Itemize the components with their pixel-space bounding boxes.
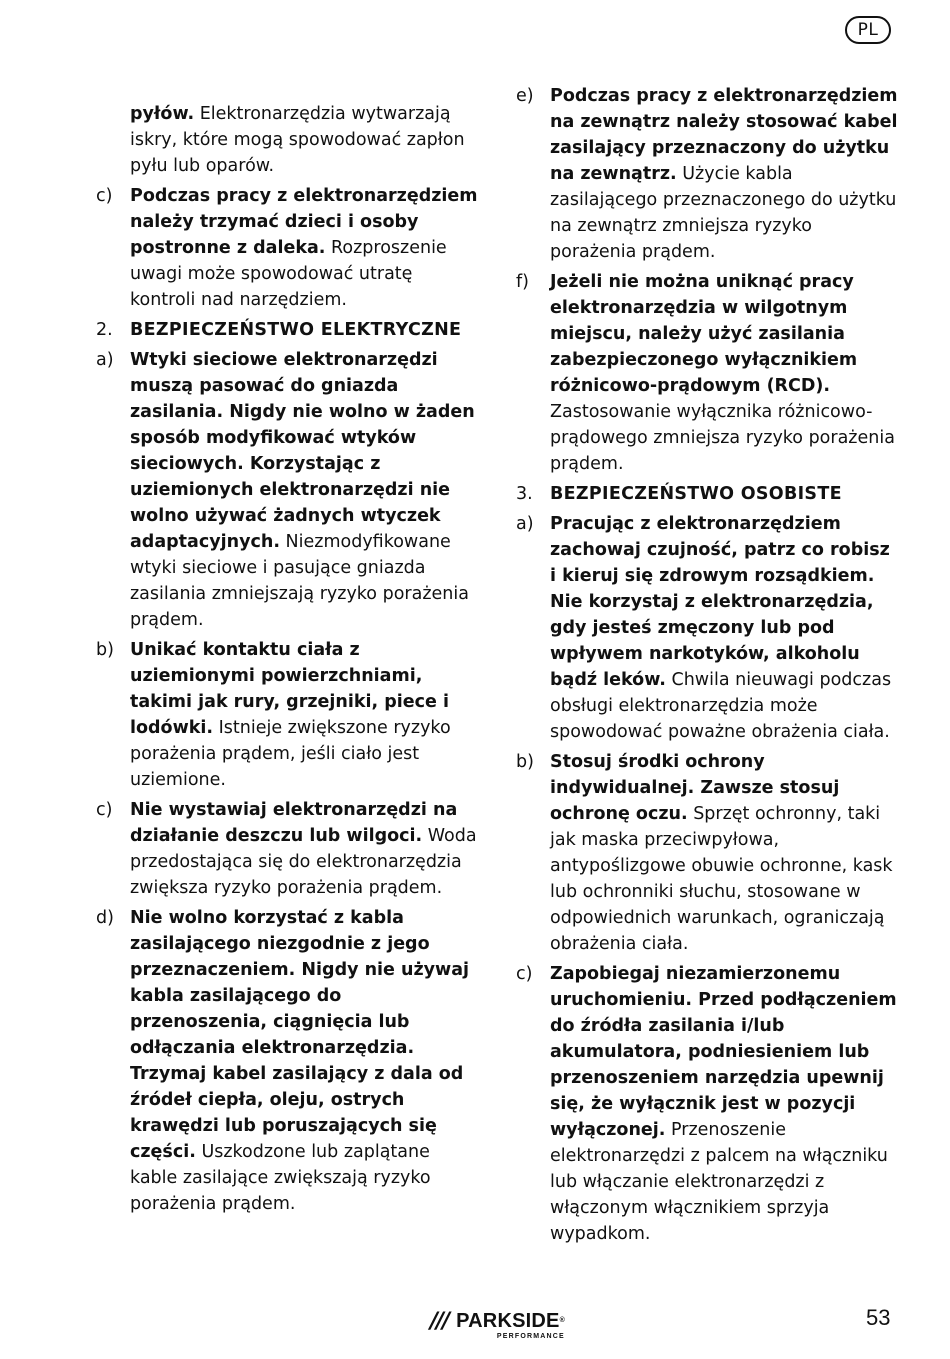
item-marker: b): [96, 639, 114, 660]
left-column: [96, 83, 480, 1221]
right-column: [516, 83, 900, 1251]
item-marker: c): [96, 799, 113, 820]
bold-text: Zapobiegaj niezamierzonemu uruchomieniu. Przed podłączeniem do źródła zasilania i/lub akumulatora, podniesieniem lub przenoszeniem narzędzia upewnij się, że wyłącznik jest w pozycji wyłączonej.: [550, 964, 897, 1140]
bold-text: Stosuj środki ochrony indywidualnej. Zawsze stosuj ochronę oczu.: [550, 752, 840, 824]
list-item-a: [516, 511, 900, 745]
section-number: 2.: [96, 319, 113, 340]
body-text: Elektronarzędzia wytwarzają iskry, które mogą spowodować zapłon pyłu lub oparów.: [130, 103, 465, 176]
body-text: Sprzęt ochronny, taki jak maska przeciwpyłowa, antypoślizgowe obuwie ochronne, kask lub ochronniki słuchu, stosowane w odpowiednich warunkach, ograniczają obrażenia ciała.: [550, 804, 893, 954]
body-text: Chwila nieuwagi podczas obsługi elektronarzędzia może spowodować poważne obrażenia ciała.: [550, 670, 892, 742]
logo-brand: [456, 1310, 565, 1332]
page-number: 53: [866, 1305, 891, 1330]
body-text: Istnieje zwiększone ryzyko porażenia prądem, jeśli ciało jest uziemione.: [130, 717, 451, 790]
body-text: Zastosowanie wyłącznika różnicowo-prądowego zmniejsza ryzyko porażenia prądem.: [550, 402, 895, 474]
brand-name: PARKSIDE: [456, 1310, 560, 1332]
list-item-f: [516, 269, 900, 477]
registered-mark: ®: [559, 1317, 565, 1324]
bold-text: Wtyki sieciowe elektronarzędzi muszą pasować do gniazda zasilania. Nigdy nie wolno w żaden sposób modyfikować wtyków sieciowych. Korzystając z uziemionych elektronarzędzi nie wolno używać żadnych wtyczek adaptacyjnych.: [130, 349, 475, 552]
list-item-c: [96, 183, 480, 313]
bold-text: Nie wystawiaj elektronarzędzi na działanie deszczu lub wilgoci.: [130, 799, 458, 846]
list-item-b: [516, 749, 900, 957]
list-item-c: [516, 961, 900, 1247]
bold-text: Podczas pracy z elektronarzędziem należy trzymać dzieci i osoby postronne z daleka.: [130, 185, 478, 258]
list-item-e: [516, 83, 900, 265]
section-heading-3: [516, 481, 900, 507]
body-text: Niezmodyfikowane wtyki sieciowe i pasujące gniazda zasilania zmniejszają ryzyko porażenia prądem.: [130, 531, 469, 630]
bold-text: Podczas pracy z elektronarzędziem na zewnątrz należy stosować kabel zasilający przeznaczony do użytku na zewnątrz.: [550, 86, 898, 184]
section-title: BEZPIECZEŃSTWO OSOBISTE: [550, 484, 842, 504]
list-item-d: [96, 905, 480, 1217]
bold-text: Pracując z elektronarzędziem zachowaj czujność, patrz co robisz i kieruj się zdrowym rozsądkiem. Nie korzystaj z elektronarzędzia, gdy jesteś zmęczony lub pod wpływem narkotyków, alkoholu bądź leków.: [550, 514, 890, 690]
bold-text: Unikać kontaktu ciała z uziemionymi powierzchniami, takimi jak rury, grzejniki, piece i lodówki.: [130, 639, 449, 738]
bold-text: Jeżeli nie można uniknąć pracy elektronarzędzia w wilgotnym miejscu, należy użyć zasilania zabezpieczonego wyłącznikiem różnicowo-prądowym (RCD).: [550, 272, 858, 396]
list-item-b: [96, 637, 480, 793]
bold-text: Nie wolno korzystać z kabla zasilającego niezgodnie z jego przeznaczeniem. Nigdy nie używaj kabla zasilającego do przenoszenia, ciągnięcia lub odłączania elektronarzędzia. Trzymaj kabel zasilający z dala od źródeł ciepła, oleju, ostrych krawędzi lub poruszających się części.: [130, 907, 470, 1162]
logo-text: [456, 1310, 565, 1341]
item-marker: d): [96, 907, 114, 928]
logo-slashes-icon: ///: [430, 1309, 449, 1334]
logo-subtitle: PERFORMANCE: [496, 1333, 565, 1340]
section-heading-2: [96, 317, 480, 343]
item-marker: b): [516, 752, 534, 772]
item-marker: c): [516, 964, 533, 984]
body-text: Przenoszenie elektronarzędzi z palcem na włączniku lub włączanie elektronarzędzi z włączonym włącznikiem sprzyja wypadkom.: [550, 1120, 888, 1244]
item-marker: e): [516, 86, 534, 106]
body-text: Uszkodzone lub zaplątane kable zasilające zwiększają ryzyko porażenia prądem.: [130, 1141, 431, 1214]
parkside-logo: [430, 1310, 565, 1350]
section-number: 3.: [516, 484, 533, 504]
list-item-a: [96, 347, 480, 633]
item-marker: a): [516, 514, 534, 534]
body-text: Woda przedostająca się do elektronarzędzia zwiększa ryzyko porażenia prądem.: [130, 825, 477, 898]
item-marker: f): [516, 272, 529, 292]
body-text: Rozproszenie uwagi może spowodować utratę kontroli nad narzędziem.: [130, 237, 447, 310]
list-item-c: [96, 797, 480, 901]
section-title: BEZPIECZEŃSTWO ELEKTRYCZNE: [130, 319, 462, 340]
item-marker: a): [96, 349, 114, 370]
language-badge: PL: [845, 16, 891, 44]
body-text: Użycie kabla zasilającego przeznaczonego do użytku na zewnątrz zmniejsza ryzyko porażenia prądem.: [550, 164, 897, 262]
continuation-paragraph: [96, 101, 480, 179]
bold-text: pyłów.: [130, 103, 195, 124]
item-marker: c): [96, 185, 113, 206]
